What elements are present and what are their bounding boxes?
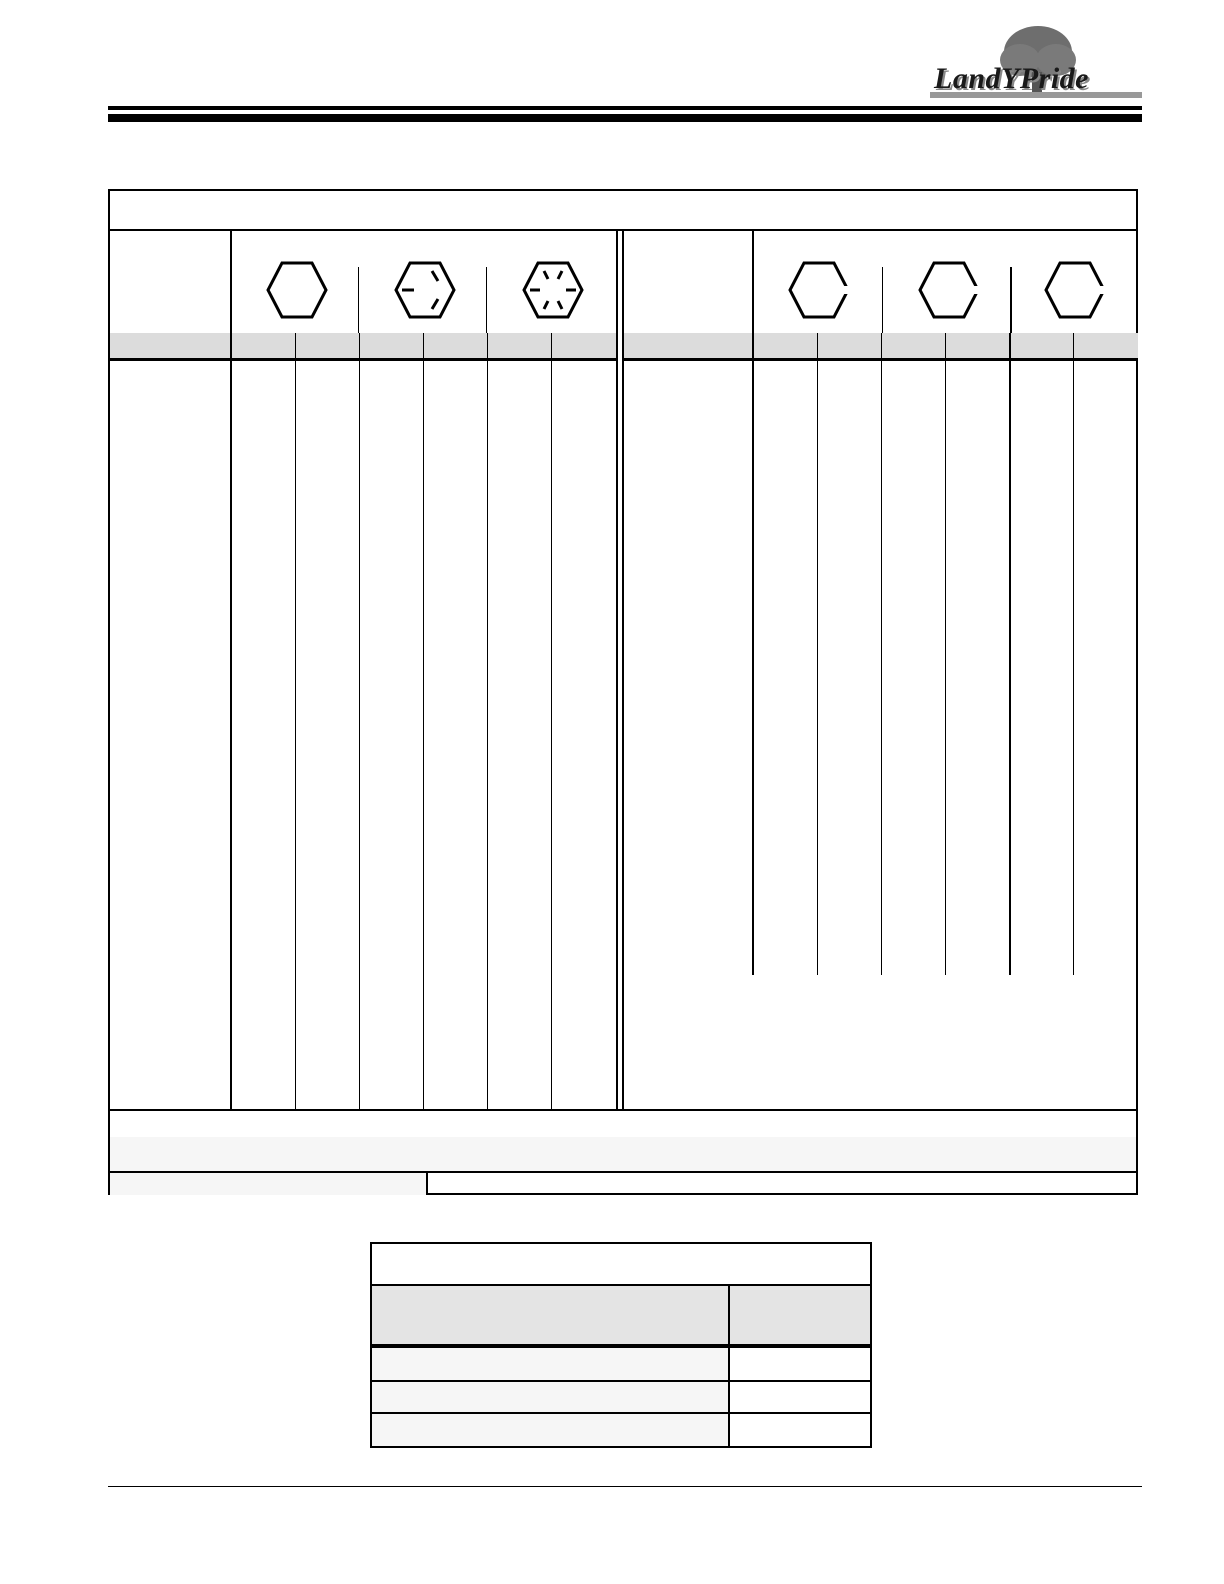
- table-row: [110, 975, 616, 1002]
- hex-six-marks-icon: [522, 261, 584, 319]
- torque-row-value: [730, 1414, 870, 1446]
- left-grade-header: [232, 231, 616, 333]
- table-row: [110, 628, 616, 655]
- hex-notch-icon: [788, 261, 850, 319]
- table-row: [110, 681, 616, 708]
- table-row: [110, 1082, 616, 1109]
- torque-col2-header: [730, 1286, 870, 1344]
- table-row: [110, 762, 616, 789]
- right-size-header: [624, 231, 754, 333]
- section-divider-left: [616, 231, 618, 1109]
- table-row: [110, 1029, 616, 1056]
- table-row: [110, 868, 616, 895]
- bolt-torque-chart: [108, 189, 1138, 1195]
- table-row: [110, 655, 616, 682]
- torque-row-label: [372, 1382, 730, 1414]
- grid-subheader-row: [110, 333, 616, 361]
- right-bolt-grid: [624, 333, 1136, 975]
- table-row: [110, 735, 616, 762]
- landpride-logo: [928, 22, 1144, 106]
- left-size-header: [110, 231, 232, 333]
- left-bolt-grid: [110, 333, 616, 1109]
- torque-row-label: [372, 1414, 730, 1446]
- table-row: [110, 575, 616, 602]
- table-row: [110, 521, 616, 548]
- table-row: [110, 1002, 616, 1029]
- table-row: [110, 842, 616, 869]
- right-notes-area: [624, 975, 1136, 1109]
- header-rule-thin: [108, 106, 1142, 110]
- table-row: [110, 388, 616, 415]
- table-row: [110, 788, 616, 815]
- chart-footer-left: [110, 1173, 428, 1195]
- table-row: [110, 1055, 616, 1082]
- hex-notch-icon: [1044, 261, 1106, 319]
- torque-col1-header: [372, 1286, 730, 1344]
- hex-notch-icon: [918, 261, 980, 319]
- header-rule-thick: [108, 114, 1142, 122]
- right-grade-header: [754, 231, 1136, 333]
- table-row: [110, 948, 616, 975]
- chart-note-1: [110, 1109, 1136, 1139]
- table-row: [110, 548, 616, 575]
- torque-table-title: [372, 1244, 870, 1286]
- table-row: [110, 922, 616, 949]
- chart-note-2: [110, 1137, 1136, 1173]
- hex-plain-icon: [266, 261, 328, 319]
- table-row: [110, 815, 616, 842]
- table-row: [110, 895, 616, 922]
- torque-row-label: [372, 1348, 730, 1382]
- table-row: [110, 414, 616, 441]
- hex-three-marks-icon: [394, 261, 456, 319]
- table-row: [110, 361, 616, 388]
- table-row: [110, 495, 616, 522]
- logo-wordmark: LandYPride: [934, 62, 1089, 95]
- torque-row-value: [730, 1382, 870, 1414]
- table-row: [110, 601, 616, 628]
- chart-footer-right: [428, 1173, 1136, 1195]
- torque-row-value: [730, 1348, 870, 1382]
- table-row: [110, 468, 616, 495]
- chart-title-row: [110, 191, 1136, 231]
- torque-table: [370, 1242, 872, 1448]
- footer-rule: [108, 1486, 1142, 1487]
- table-row: [110, 708, 616, 735]
- table-row: [110, 441, 616, 468]
